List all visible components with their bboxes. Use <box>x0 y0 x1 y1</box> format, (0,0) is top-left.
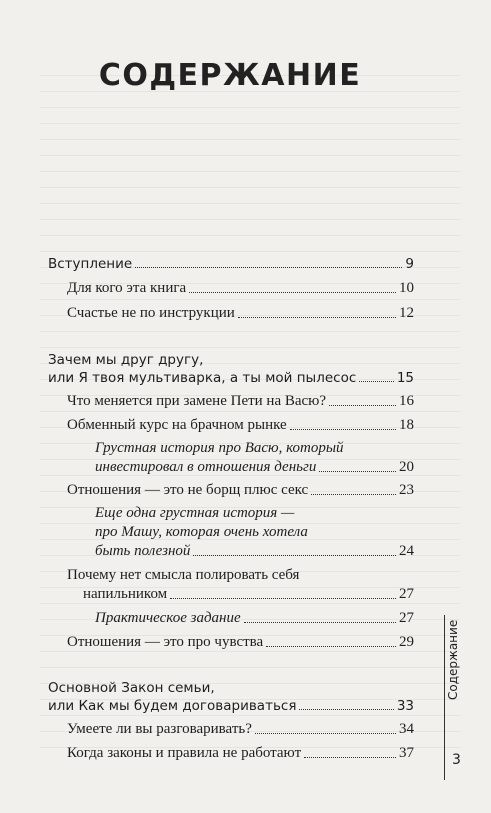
toc-section-intro[interactable] <box>48 255 414 273</box>
leader-dots <box>193 555 396 556</box>
toc-chapter-1[interactable] <box>48 351 414 387</box>
toc-label-line: Основной Закон семьи, <box>48 680 215 696</box>
toc-item[interactable] <box>48 481 414 500</box>
toc-label: Что меняется при замене Пети на Васю? <box>67 393 327 409</box>
leader-dots <box>319 471 396 472</box>
toc-label: Умеете ли вы разговаривать? <box>67 721 252 737</box>
toc-item[interactable] <box>48 416 414 435</box>
toc-page: 27 <box>399 610 414 626</box>
leader-dots <box>329 405 396 406</box>
toc-page: 18 <box>399 417 414 433</box>
toc-page: 29 <box>399 634 414 650</box>
toc-item[interactable] <box>48 279 414 298</box>
toc-label: Счастье не по инструкции <box>67 305 235 321</box>
toc-item[interactable] <box>48 744 414 763</box>
leader-dots <box>255 733 396 734</box>
page-title: СОДЕРЖАНИЕ <box>98 58 362 93</box>
page-number: 3 <box>452 752 461 768</box>
toc-label-line: или Как мы будем договариваться <box>48 698 297 714</box>
leader-dots <box>299 709 393 710</box>
toc-label: Когда законы и правила не работают <box>67 745 302 761</box>
toc-page: 12 <box>399 305 414 321</box>
toc-label: Для кого эта книга <box>67 280 187 296</box>
toc-page: 16 <box>399 393 414 409</box>
leader-dots <box>135 267 402 268</box>
toc-page: 9 <box>405 256 414 272</box>
margin-rule <box>444 615 445 780</box>
leader-dots <box>304 757 396 758</box>
leader-dots <box>311 494 396 495</box>
toc-label: Вступление <box>48 256 133 272</box>
toc-subitem[interactable] <box>48 609 414 628</box>
toc-label: Обменный курс на брачном рынке <box>67 417 287 433</box>
toc-item[interactable] <box>48 566 414 604</box>
toc-item[interactable] <box>48 392 414 411</box>
toc-page: 33 <box>396 698 414 714</box>
table-of-contents <box>48 255 414 763</box>
toc-page: 27 <box>399 586 414 602</box>
leader-dots <box>359 381 394 382</box>
toc-label-line: инвестировал в отношения деньги <box>95 459 317 475</box>
toc-item[interactable] <box>48 304 414 323</box>
leader-dots <box>244 622 396 623</box>
toc-label: Отношения — это не борщ плюс секс <box>67 482 309 498</box>
toc-page: 20 <box>399 459 414 475</box>
toc-label-line: быть полезной <box>95 543 191 559</box>
toc-page: 23 <box>399 482 414 498</box>
leader-dots <box>189 292 396 293</box>
leader-dots <box>238 317 396 318</box>
running-header: Содержание <box>446 619 460 700</box>
toc-label-line: Грустная история про Васю, который <box>95 440 344 456</box>
toc-page: 15 <box>396 370 414 386</box>
leader-dots <box>170 598 396 599</box>
toc-item[interactable] <box>48 720 414 739</box>
toc-label-line: или Я твоя мультиварка, а ты мой пылесос <box>48 370 357 386</box>
toc-item[interactable] <box>48 633 414 652</box>
leader-dots <box>266 646 396 647</box>
toc-label-line: напильником <box>83 586 168 602</box>
toc-page: 37 <box>399 745 414 761</box>
toc-chapter-2[interactable] <box>48 679 414 715</box>
toc-page: 10 <box>399 280 414 296</box>
toc-label: Отношения — это про чувства <box>67 634 264 650</box>
toc-label-line: Почему нет смысла полировать себя <box>67 567 300 583</box>
toc-label-line: Зачем мы друг другу, <box>48 352 204 368</box>
toc-page: 24 <box>399 543 414 559</box>
toc-label: Практическое задание <box>95 610 241 626</box>
leader-dots <box>290 429 396 430</box>
toc-page: 34 <box>399 721 414 737</box>
toc-label-line: Еще одна грустная история — <box>95 505 295 521</box>
toc-subitem[interactable] <box>48 439 414 477</box>
toc-subitem[interactable] <box>48 504 414 561</box>
toc-label-line: про Машу, которая очень хотела <box>95 524 308 540</box>
